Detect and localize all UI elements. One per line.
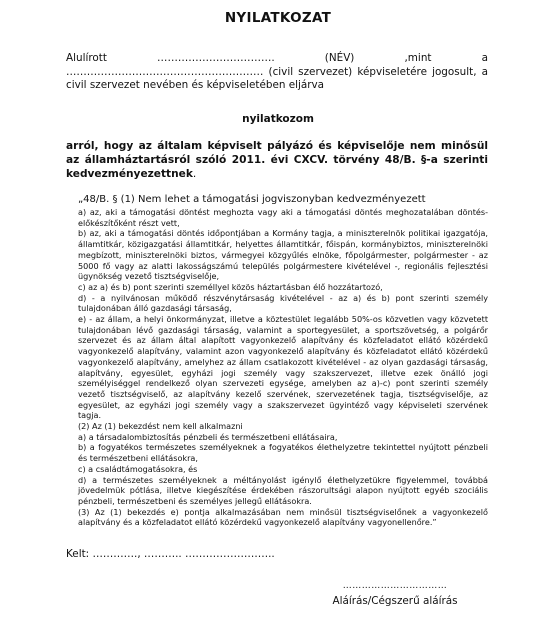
law-paragraph-2c: c) a családtámogatásokra, és [78, 463, 198, 474]
law-paragraph-3: (3) Az (1) bekezdés e) pontja alkalmazásában nem minősül tisztségviselőnek a vagyonkezelő alapítvány és a közfeladatot ellátó közérdekű vagyonkezelő alapítvány vagyonellenőre.” [78, 506, 488, 528]
law-item-b: b) az, aki a támogatási döntés időpontjában a Kormány tagja, a miniszterelnök politikai igazgatója, államtitkár, közigazgatási államtitkár, helyettes államtitkár, főispán, kormánybiztos, miniszterelnöki megbízott, miniszterelnöki biztos, vármegyei közgyűlés elnöke, főpolgármester, polgármester - az 5000 fő vagy az alatti lakosságszámú település polgármestere kivételével -, regionális fejlesztési ügynökség vezető tisztségviselője, [78, 228, 488, 282]
law-paragraph-2b: b) a fogyatékos természetes személyeknek a fogyatékos élethelyzetre tekintettel nyújtott pénzbeli és természetbeni ellátásokra, [78, 442, 488, 464]
law-paragraph-2d: d) a természetes személyeknek a méltányolást igénylő élethelyzetükre figyelemmel, továbbá jövedelmük pótlása, illetve kiegészítése érdekében rászorultsági alapon nyújtott egyéb szociális pénzbeli, természetbeni és személyes jellegű ellátásokra. [78, 474, 488, 506]
signature-label: Aláírás/Cégszerű aláírás [332, 595, 458, 607]
law-paragraph-2: (2) Az (1) bekezdést nem kell alkalmazni [78, 421, 243, 432]
law-quote [78, 194, 488, 528]
law-item-c: c) az a) és b) pont szerinti személlyel közös háztartásban élő hozzátartozó, [78, 281, 383, 292]
document-title: NYILATKOZAT [224, 10, 332, 26]
law-heading: „48/B. § (1) Nem lehet a támogatási jogviszonyban kedvezményezett [78, 194, 426, 205]
law-paragraph-2a: a) a társadalombiztosítás pénzbeli és természetbeni ellátásaira, [78, 431, 338, 442]
subject-bold-text: arról, hogy az általam képviselt pályázó és képviselője nem minősül az államháztartásról szóló 2011. évi CXCV. törvény 48/B. §-a szerinti kedvezményezettnek [66, 140, 488, 180]
declare-heading: nyilatkozom [242, 113, 314, 125]
subject-statement [66, 140, 488, 181]
subject-period: . [192, 167, 197, 180]
signature-line: …………………………… [342, 581, 448, 591]
law-item-d: d) - a nyilvánosan működő részvénytársaság kivételével - az a) és b) pont szerinti személy tulajdonában álló gazdasági társaság, [78, 292, 488, 314]
law-item-e: e) - az állam, a helyi önkormányzat, illetve a köztestület legalább 50%-os közvetlen vagy közvetett tulajdonában lévő gazdasági társaság, valamint a sportegyesület, a sportszövetség, a polgárőr szervezet és az állam által alapított vagyonkezelő alapítvány és közfeladatot ellátó közérdekű vagyonkezelő alapítvány, valamint azon vagyonkezelő alapítvány és közfeladatot ellátó közérdekű vagyonkezelő alapítvány, amelyhez az állam csatlakozott kivételével - az olyan gazdasági társaság, alapítvány, egyesület, egyházi jogi személy vagy szakszervezet, illetve ezek önálló jogi személyiséggel rendelkező olyan szervezeti egysége, amelyben az a)-c) pont szerinti személy vezető tisztségviselő, az alapítvány kezelő szervének, szervezetének tagja, tisztségviselője, az egyesület, az egyházi jogi személy vagy a szakszervezet ügyintéző vagy képviseleti szervének tagja. [78, 314, 488, 421]
date-line: Kelt: …………., ……….. …………………….. [66, 548, 275, 560]
law-item-a: a) az, aki a támogatási döntést meghozta vagy aki a támogatási döntés meghozatalában döntés-előkészítőként részt vett, [78, 207, 488, 228]
intro-paragraph: Alulírott ……………………………. (NÉV) ,mint a ………………………………………………… (civil szervezet) képviseletére jogosult, a civil szervezet nevében és képviseletében eljárva [66, 52, 488, 91]
